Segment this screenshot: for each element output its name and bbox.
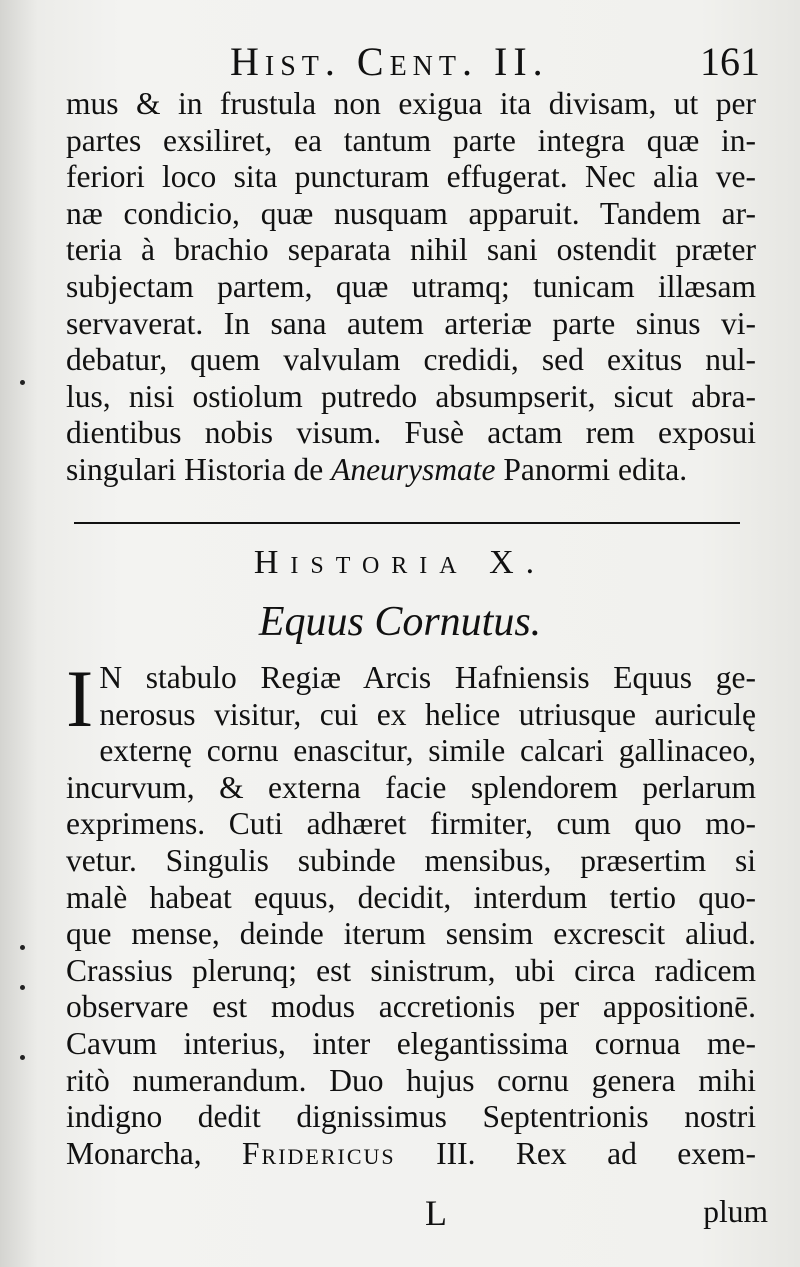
- text-line: partes exsiliret, ea tantum parte integra quæ in-: [66, 122, 756, 158]
- text-line: vetur. Singulis subinde mensibus, præsertim si: [66, 842, 756, 878]
- text-line: mus & in frustula non exigua ita divisam, ut per: [66, 86, 756, 121]
- text-line: lus, nisi ostiolum putredo absumpserit, sicut abra-: [66, 378, 756, 414]
- catchword: plum: [703, 1194, 768, 1229]
- section-divider: [74, 522, 740, 524]
- text-line: feriori loco sita puncturam effugerat. Nec alia ve-: [66, 159, 756, 195]
- smallcaps-name: Fridericus: [242, 1135, 396, 1171]
- page-header: [70, 38, 760, 88]
- italic-term: Aneurysmate: [331, 451, 496, 487]
- text-line: observare est modus accretionis per appositionē.: [66, 989, 756, 1025]
- text-line: N stabulo Regiæ Arcis Hafniensis Equus ge-: [99, 660, 756, 695]
- text-segment: Panormi edita.: [495, 451, 688, 487]
- signature-mark: L: [425, 1193, 447, 1233]
- text-line: [66, 452, 756, 489]
- article-paragraph: [66, 653, 756, 1172]
- page-number: 161: [700, 39, 760, 84]
- historia-heading: Historia X.: [253, 544, 547, 581]
- drop-cap: I: [66, 653, 94, 744]
- historia-subtitle: Equus Cornutus.: [258, 599, 542, 645]
- text-line: Cavum interius, inter elegantissima cornua me-: [66, 1025, 756, 1061]
- continued-paragraph: [66, 86, 756, 489]
- page-footer: [0, 1192, 800, 1236]
- text-segment: III. Rex ad exem-: [395, 1135, 756, 1171]
- text-line: teria à brachio separata nihil sani ostendit præter: [66, 232, 756, 268]
- text-line: næ condicio, quæ nusquam apparuit. Tandem ar-: [66, 195, 756, 231]
- text-line: subjectam partem, quæ utramq; tunicam illæsam: [66, 268, 756, 304]
- text-line: externę cornu enascitur, simile calcari gallinaceo,: [99, 733, 756, 769]
- text-line: indigno dedit dignissimus Septentrionis nostri: [66, 1099, 756, 1135]
- text-segment: Monarcha,: [66, 1135, 243, 1171]
- running-head: Hist. Cent. II.: [230, 39, 549, 84]
- text-line: exprimens. Cuti adhæret firmiter, cum quo mo-: [66, 806, 756, 842]
- text-line: malè habeat equus, decidit, interdum tertio quo-: [66, 879, 756, 915]
- text-line: nerosus visitur, cui ex helice utriusque auriculę: [99, 696, 756, 732]
- text-line: [66, 1136, 756, 1173]
- text-line: ritò numerandum. Duo hujus cornu genera mihi: [66, 1062, 756, 1098]
- text-line: servaverat. In sana autem arteriæ parte sinus vi-: [66, 305, 756, 341]
- text-line: que mense, deinde iterum sensim excrescit aliud.: [66, 916, 756, 952]
- text-line: dientibus nobis visum. Fusè actam rem exposui: [66, 415, 756, 451]
- text-segment: singulari Historia de: [66, 451, 332, 487]
- text-line: incurvum, & externa facie splendorem perlarum: [66, 769, 756, 805]
- text-line: Crassius plerunq; est sinistrum, ubi circa radicem: [66, 952, 756, 988]
- text-line: debatur, quem valvulam credidi, sed exitus nul-: [66, 342, 756, 378]
